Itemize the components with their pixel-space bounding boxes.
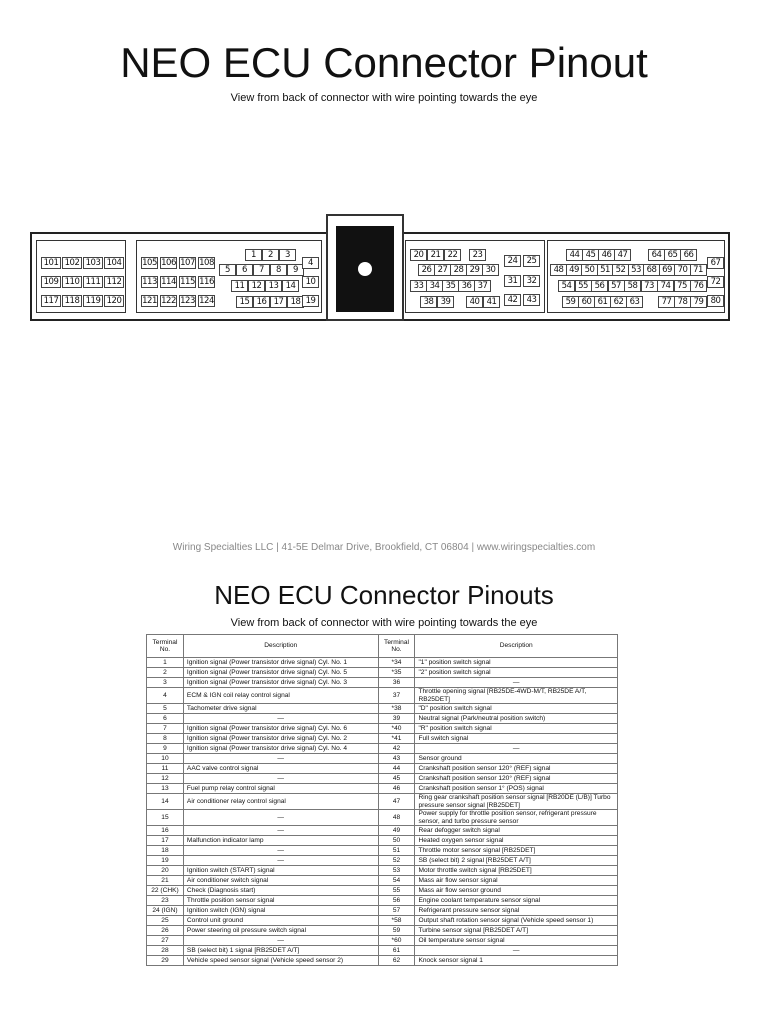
connector-pin: 25 [523, 255, 540, 267]
terminal-number: 51 [378, 846, 415, 856]
terminal-description: Crankshaft position sensor 120° (REF) signal [415, 764, 618, 774]
connector-pin: 104 [104, 257, 124, 269]
terminal-description: Air conditioner relay control signal [183, 794, 378, 810]
terminal-description: — [415, 744, 618, 754]
table-row [147, 896, 618, 906]
terminal-description: Mass air flow sensor ground [415, 886, 618, 896]
connector-pin: 49 [566, 264, 583, 276]
terminal-number: 6 [147, 714, 184, 724]
terminal-description: Heated oxygen sensor signal [415, 836, 618, 846]
terminal-number: 29 [147, 956, 184, 966]
terminal-description: Vehicle speed sensor signal (Vehicle speed sensor 2) [183, 956, 378, 966]
connector-pin: 80 [707, 295, 724, 307]
terminal-description: Control unit ground [183, 916, 378, 926]
terminal-number: 54 [378, 876, 415, 886]
terminal-description: Throttle opening signal [RB25DE-4WD-M/T, RB25DE A/T, RB25DET] [415, 688, 618, 704]
terminal-number: 10 [147, 754, 184, 764]
connector-pin: 3 [279, 249, 296, 261]
connector-pin: 63 [626, 296, 643, 308]
terminal-description: Ignition switch (START) signal [183, 866, 378, 876]
terminal-number: 17 [147, 836, 184, 846]
table-row [147, 724, 618, 734]
terminal-description: Oil temperature sensor signal [415, 936, 618, 946]
connector-pin: 70 [674, 264, 691, 276]
connector-pin: 107 [180, 258, 195, 268]
terminal-description: Ignition signal (Power transistor drive signal) Cyl. No. 4 [183, 744, 378, 754]
connector-pin: 33 [410, 280, 427, 292]
terminal-number: 49 [378, 826, 415, 836]
connector-pin: 22 [444, 249, 461, 261]
header-terminal: Terminal No. [147, 635, 184, 658]
connector-pin: 55 [575, 280, 592, 292]
key-tab-hole [358, 262, 372, 276]
terminal-number: 50 [378, 836, 415, 846]
table-row [147, 826, 618, 836]
terminal-description: Throttle motor sensor signal [RB25DET] [415, 846, 618, 856]
terminal-number: 16 [147, 826, 184, 836]
terminal-description: Engine coolant temperature sensor signal [415, 896, 618, 906]
connector-pin: 34 [426, 280, 443, 292]
connector-pin: 65 [664, 249, 681, 261]
connector-pin: 29 [466, 264, 483, 276]
connector-pin: 66 [680, 249, 697, 261]
page-subtitle: View from back of connector with wire pointing towards the eye [230, 92, 538, 104]
table-row [147, 936, 618, 946]
terminal-description: Ignition signal (Power transistor drive signal) Cyl. No. 6 [183, 724, 378, 734]
header-description: Description [415, 635, 618, 658]
terminal-description: Ignition signal (Power transistor drive signal) Cyl. No. 3 [183, 678, 378, 688]
terminal-number: 61 [378, 946, 415, 956]
terminal-number: 9 [147, 744, 184, 754]
connector-pin: 37 [474, 280, 491, 292]
connector-pin: 59 [562, 296, 579, 308]
terminal-number: 2 [147, 668, 184, 678]
connector-pin: 2 [262, 249, 279, 261]
connector-pin: 64 [648, 249, 665, 261]
connector-pin: 11 [231, 280, 248, 292]
terminal-number: 39 [378, 714, 415, 724]
terminal-description: Crankshaft position sensor 1° (POS) signal [415, 784, 618, 794]
connector-pin: 75 [674, 280, 691, 292]
terminal-number: 47 [378, 794, 415, 810]
table-row [147, 794, 618, 810]
connector-pin: 103 [83, 257, 103, 269]
table-row [147, 946, 618, 956]
terminal-number: 57 [378, 906, 415, 916]
connector-pin: 106 [161, 258, 176, 268]
terminal-number: *35 [378, 668, 415, 678]
table-row [147, 688, 618, 704]
terminal-number: 1 [147, 658, 184, 668]
terminal-number: 55 [378, 886, 415, 896]
connector-pin: 117 [41, 295, 61, 307]
terminal-number: 19 [147, 856, 184, 866]
terminal-description: Power supply for throttle position sensor, refrigerant pressure sensor, and turbo pressure sensor [415, 810, 618, 826]
connector-pin: 72 [707, 276, 724, 288]
footer-address: Wiring Specialties LLC | 41-5E Delmar Drive, Brookfield, CT 06804 | www.wiringspecialties.com [172, 542, 596, 553]
connector-pin: 28 [450, 264, 467, 276]
connector-pin: 78 [674, 296, 691, 308]
table-row [147, 774, 618, 784]
connector-pin: 116 [199, 277, 214, 287]
table-row [147, 876, 618, 886]
connector-pin: 24 [504, 255, 521, 267]
table-row [147, 810, 618, 826]
connector-pin: 46 [598, 249, 615, 261]
terminal-description: Knock sensor signal 1 [415, 956, 618, 966]
table-row [147, 846, 618, 856]
terminal-number: 12 [147, 774, 184, 784]
connector-pin: 42 [504, 294, 521, 306]
connector-pin: 20 [410, 249, 427, 261]
terminal-number: 25 [147, 916, 184, 926]
terminal-description: AAC valve control signal [183, 764, 378, 774]
terminal-description: — [183, 846, 378, 856]
terminal-description: — [415, 946, 618, 956]
terminal-number: 26 [147, 926, 184, 936]
connector-pin: 14 [282, 280, 299, 292]
connector-pin: 9 [287, 264, 304, 276]
terminal-description: Tachometer drive signal [183, 704, 378, 714]
connector-pin: 44 [566, 249, 583, 261]
terminal-description: Sensor ground [415, 754, 618, 764]
table-row [147, 734, 618, 744]
terminal-description: — [183, 826, 378, 836]
table-row [147, 668, 618, 678]
connector-pin: 115 [180, 277, 195, 287]
page-title: NEO ECU Connector Pinout [120, 39, 648, 86]
connector-pin: 4 [302, 257, 319, 269]
connector-pin: 13 [265, 280, 282, 292]
table-row [147, 704, 618, 714]
connector-pin: 67 [707, 257, 724, 269]
connector-pin: 32 [523, 275, 540, 287]
connector-pin: 120 [104, 295, 124, 307]
terminal-description: — [183, 754, 378, 764]
terminal-number: 5 [147, 704, 184, 714]
terminal-number: *58 [378, 916, 415, 926]
pin-group-1 [36, 240, 126, 313]
terminal-number: 4 [147, 688, 184, 704]
connector-pin: 12 [248, 280, 265, 292]
terminal-number: 28 [147, 946, 184, 956]
terminal-description: Power steering oil pressure switch signal [183, 926, 378, 936]
terminal-number: 27 [147, 936, 184, 946]
terminal-description: Turbine sensor signal [RB25DET A/T] [415, 926, 618, 936]
terminal-number: *34 [378, 658, 415, 668]
terminal-number: 52 [378, 856, 415, 866]
connector-pin: 47 [614, 249, 631, 261]
section-subtitle: View from back of connector with wire pointing towards the eye [230, 617, 538, 629]
connector-pin: 54 [558, 280, 575, 292]
connector-pin: 39 [437, 296, 454, 308]
terminal-description: Mass air flow sensor signal [415, 876, 618, 886]
connector-pin: 61 [594, 296, 611, 308]
terminal-description: Ignition signal (Power transistor drive signal) Cyl. No. 2 [183, 734, 378, 744]
connector-pin: 27 [434, 264, 451, 276]
terminal-number: 48 [378, 810, 415, 826]
connector-pin: 40 [466, 296, 483, 308]
connector-pin: 18 [287, 296, 304, 308]
terminal-description: — [183, 936, 378, 946]
connector-pin: 77 [658, 296, 675, 308]
connector-pin: 53 [628, 264, 645, 276]
connector-pin: 119 [83, 295, 103, 307]
connector-pin: 60 [578, 296, 595, 308]
connector-pin: 114 [161, 277, 176, 287]
pinout-table [146, 634, 618, 966]
terminal-number: 3 [147, 678, 184, 688]
terminal-number: *60 [378, 936, 415, 946]
terminal-number: 42 [378, 744, 415, 754]
connector-pin: 17 [270, 296, 287, 308]
key-tab-fill [336, 226, 394, 312]
terminal-number: 43 [378, 754, 415, 764]
terminal-description: Ring gear crankshaft position sensor signal [RB20DE (L/B)] Turbo pressure sensor signal [RB25DET] [415, 794, 618, 810]
connector-pin: 23 [469, 249, 486, 261]
table-row [147, 906, 618, 916]
terminal-number: 21 [147, 876, 184, 886]
table-row [147, 658, 618, 668]
terminal-number: *40 [378, 724, 415, 734]
terminal-number: 13 [147, 784, 184, 794]
connector-pin: 50 [581, 264, 598, 276]
terminal-description: Fuel pump relay control signal [183, 784, 378, 794]
connector-pin: 110 [62, 276, 82, 288]
connector-pin: 105 [142, 258, 157, 268]
connector-pin: 26 [418, 264, 435, 276]
terminal-number: 7 [147, 724, 184, 734]
terminal-description: "1" position switch signal [415, 658, 618, 668]
terminal-description: — [183, 856, 378, 866]
terminal-description: "2" position switch signal [415, 668, 618, 678]
connector-pin: 45 [582, 249, 599, 261]
connector-pin: 5 [219, 264, 236, 276]
connector-pin: 35 [442, 280, 459, 292]
connector-pin: 102 [62, 257, 82, 269]
table-row [147, 764, 618, 774]
pin-group-3 [405, 240, 545, 313]
terminal-description: SB (select bit) 1 signal [RB25DET A/T] [183, 946, 378, 956]
connector-pin: 21 [427, 249, 444, 261]
terminal-description: Throttle position sensor signal [183, 896, 378, 906]
table-row [147, 916, 618, 926]
table-row [147, 926, 618, 936]
terminal-description: Output shaft rotation sensor signal (Vehicle speed sensor 1) [415, 916, 618, 926]
terminal-number: 14 [147, 794, 184, 810]
connector-pin: 7 [253, 264, 270, 276]
terminal-number: 36 [378, 678, 415, 688]
table-row [147, 866, 618, 876]
connector-pin: 36 [458, 280, 475, 292]
terminal-description: — [415, 678, 618, 688]
table-row [147, 836, 618, 846]
connector-pin: 109 [41, 276, 61, 288]
terminal-description: Neutral signal (Park/neutral position switch) [415, 714, 618, 724]
connector-pin: 76 [690, 280, 707, 292]
terminal-number: 22 (CHK) [147, 886, 184, 896]
connector-pin: 123 [180, 296, 195, 306]
connector-pin: 118 [62, 295, 82, 307]
terminal-number: 8 [147, 734, 184, 744]
connector-pin: 8 [270, 264, 287, 276]
terminal-number: 45 [378, 774, 415, 784]
terminal-description: "D" position switch signal [415, 704, 618, 714]
connector-pin: 41 [483, 296, 500, 308]
connector-pin: 124 [199, 296, 214, 306]
table-row [147, 714, 618, 724]
terminal-description: Air conditioner switch signal [183, 876, 378, 886]
terminal-description: Ignition signal (Power transistor drive signal) Cyl. No. 1 [183, 658, 378, 668]
connector-pin: 43 [523, 294, 540, 306]
terminal-description: "R" position switch signal [415, 724, 618, 734]
connector-pin: 73 [641, 280, 658, 292]
terminal-number: *38 [378, 704, 415, 714]
table-row [147, 744, 618, 754]
terminal-number: 46 [378, 784, 415, 794]
connector-pin: 10 [302, 276, 319, 288]
connector-pin: 6 [236, 264, 253, 276]
connector-pin: 62 [610, 296, 627, 308]
table-header-row [147, 635, 618, 658]
terminal-description: Refrigerant pressure sensor signal [415, 906, 618, 916]
connector-pin: 101 [41, 257, 61, 269]
terminal-number: 20 [147, 866, 184, 876]
terminal-number: 59 [378, 926, 415, 936]
terminal-number: 23 [147, 896, 184, 906]
terminal-description: ECM & IGN coil relay control signal [183, 688, 378, 704]
connector-pin: 16 [253, 296, 270, 308]
terminal-description: Rear defogger switch signal [415, 826, 618, 836]
pin-group-2 [136, 240, 322, 313]
connector-pin: 48 [550, 264, 567, 276]
connector-pin: 108 [199, 258, 214, 268]
connector-pin: 121 [142, 296, 157, 306]
terminal-number: 11 [147, 764, 184, 774]
header-terminal: Terminal No. [378, 635, 415, 658]
table-row [147, 886, 618, 896]
table-row [147, 678, 618, 688]
terminal-description: — [183, 810, 378, 826]
connector-pin: 38 [420, 296, 437, 308]
terminal-description: Crankshaft position sensor 120° (REF) signal [415, 774, 618, 784]
connector-pin: 71 [690, 264, 707, 276]
connector-pin: 112 [104, 276, 124, 288]
terminal-description: Malfunction indicator lamp [183, 836, 378, 846]
table-row [147, 956, 618, 966]
terminal-number: 56 [378, 896, 415, 906]
connector-key-tab [326, 214, 404, 321]
terminal-number: 62 [378, 956, 415, 966]
terminal-description: Full switch signal [415, 734, 618, 744]
connector-pin: 52 [612, 264, 629, 276]
terminal-description: Motor throttle switch signal [RB25DET] [415, 866, 618, 876]
table-row [147, 754, 618, 764]
pin-group-4 [547, 240, 725, 313]
terminal-number: *41 [378, 734, 415, 744]
terminal-number: 37 [378, 688, 415, 704]
header-description: Description [183, 635, 378, 658]
terminal-description: Ignition switch (IGN) signal [183, 906, 378, 916]
connector-pin: 19 [302, 295, 319, 307]
connector-pin: 111 [83, 276, 103, 288]
connector-pin: 79 [690, 296, 707, 308]
connector-pin: 51 [597, 264, 614, 276]
connector-pin: 69 [659, 264, 676, 276]
terminal-description: Ignition signal (Power transistor drive signal) Cyl. No. 5 [183, 668, 378, 678]
terminal-description: Check (Diagnosis start) [183, 886, 378, 896]
terminal-description: SB (select bit) 2 signal [RB25DET A/T] [415, 856, 618, 866]
terminal-description: — [183, 714, 378, 724]
connector-pin: 68 [643, 264, 660, 276]
connector-pin: 74 [657, 280, 674, 292]
table-row [147, 856, 618, 866]
connector-pin: 113 [142, 277, 157, 287]
terminal-description: — [183, 774, 378, 784]
table-row [147, 784, 618, 794]
section-title: NEO ECU Connector Pinouts [214, 580, 554, 610]
terminal-number: 44 [378, 764, 415, 774]
connector-pin: 31 [504, 275, 521, 287]
terminal-number: 53 [378, 866, 415, 876]
connector-pin: 122 [161, 296, 176, 306]
connector-pin: 57 [608, 280, 625, 292]
connector-pin: 30 [482, 264, 499, 276]
terminal-number: 15 [147, 810, 184, 826]
terminal-number: 18 [147, 846, 184, 856]
connector-pin: 58 [624, 280, 641, 292]
connector-pin: 15 [236, 296, 253, 308]
connector-pin: 1 [245, 249, 262, 261]
connector-pin: 56 [591, 280, 608, 292]
terminal-number: 24 (IGN) [147, 906, 184, 916]
